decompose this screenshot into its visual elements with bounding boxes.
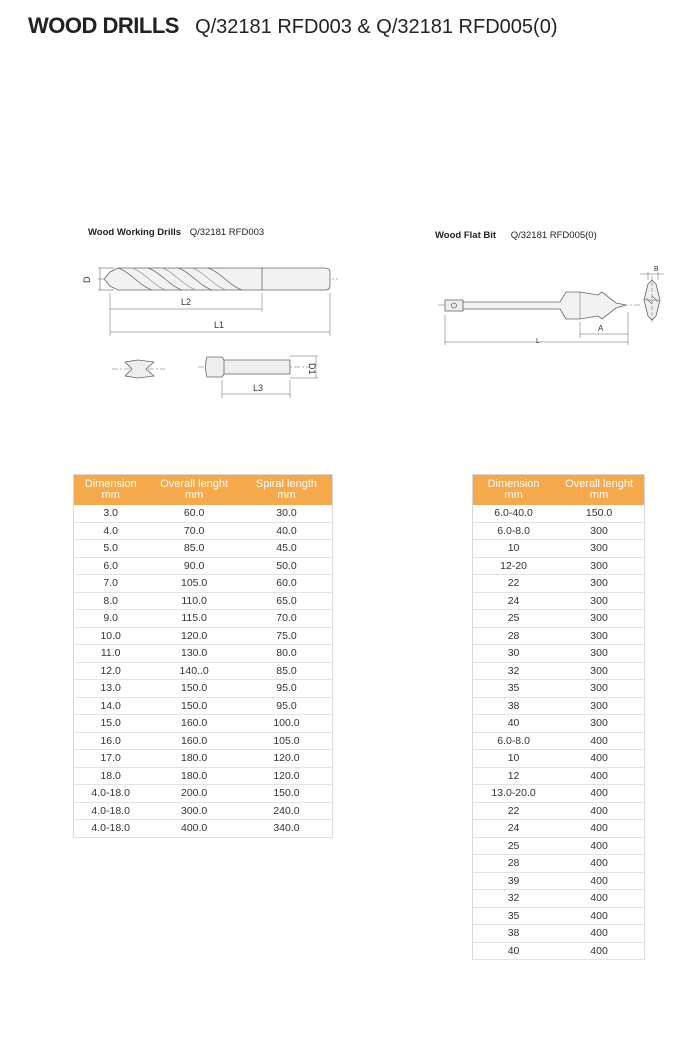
table-row (473, 837, 645, 855)
table-cell: 7.0 (74, 575, 148, 593)
table-row (74, 680, 333, 698)
table-cell: 13.0 (74, 680, 148, 698)
table-cell: 35 (473, 907, 555, 925)
table-row (473, 715, 645, 733)
table-row (473, 925, 645, 943)
table-cell: 300 (554, 662, 644, 680)
table-cell: 28 (473, 855, 555, 873)
table-cell: 300 (554, 610, 644, 628)
table-cell: 18.0 (74, 767, 148, 785)
table-row (473, 697, 645, 715)
flatbit-caption-name: Wood Flat Bit (435, 230, 497, 241)
drills-spec-table (73, 474, 333, 838)
table-cell: 32 (473, 662, 555, 680)
column-header (147, 475, 241, 506)
table-cell: 160.0 (147, 732, 241, 750)
table-cell: 300 (554, 645, 644, 663)
column-header-title: Dimension (487, 478, 540, 490)
column-header (74, 475, 148, 506)
table-cell: 400 (554, 732, 644, 750)
table-cell: 400 (554, 855, 644, 873)
table-row (473, 942, 645, 960)
table-row (473, 785, 645, 803)
table-cell: 90.0 (147, 557, 241, 575)
column-header-unit: mm (184, 489, 204, 501)
table-cell: 28 (473, 627, 555, 645)
table-cell: 25 (473, 837, 555, 855)
table-cell: 300 (554, 715, 644, 733)
drills-caption-name: Wood Working Drills (88, 227, 182, 238)
label-l: L (536, 338, 540, 345)
table-row (473, 820, 645, 838)
table-row (473, 505, 645, 522)
table-row (473, 575, 645, 593)
table-cell: 150.0 (147, 680, 241, 698)
drills-caption-code: Q/32181 RFD003 (189, 227, 265, 238)
table-row (473, 522, 645, 540)
table-cell: 85.0 (241, 662, 333, 680)
table-cell: 240.0 (241, 802, 333, 820)
table-cell: 25 (473, 610, 555, 628)
table-row (74, 575, 333, 593)
table-cell: 180.0 (147, 767, 241, 785)
table-cell: 400 (554, 925, 644, 943)
table-row (74, 505, 333, 522)
table-cell: 400 (554, 750, 644, 768)
table-cell: 16.0 (74, 732, 148, 750)
table-cell: 80.0 (241, 645, 333, 663)
table-cell: 400 (554, 890, 644, 908)
table-cell: 160.0 (147, 715, 241, 733)
table-row (74, 592, 333, 610)
flatbit-caption-code: Q/32181 RFD005(0) (510, 230, 597, 241)
table-cell: 10.0 (74, 627, 148, 645)
column-header-title: Spiral length (255, 478, 318, 490)
table-cell: 300 (554, 627, 644, 645)
table-cell: 180.0 (147, 750, 241, 768)
table-cell: 400 (554, 802, 644, 820)
column-header-unit: mm (101, 489, 120, 501)
table-header-row (473, 475, 645, 506)
table-cell: 120.0 (147, 627, 241, 645)
table-cell: 3.0 (74, 505, 148, 522)
table-cell: 22 (473, 802, 555, 820)
table-row (74, 785, 333, 803)
table-cell: 22 (473, 575, 555, 593)
table-cell: 40.0 (241, 522, 333, 540)
table-cell: 400 (554, 942, 644, 960)
table-row (473, 732, 645, 750)
table-cell: 12 (473, 767, 555, 785)
title-codes: Q/32181 RFD003 & Q/32181 RFD005(0) (195, 16, 558, 38)
column-header (473, 475, 555, 506)
table-row (74, 662, 333, 680)
table-cell: 30 (473, 645, 555, 663)
table-row (473, 540, 645, 558)
label-d1: D1 (307, 363, 317, 375)
table-cell: 4.0-18.0 (74, 785, 148, 803)
table-cell: 11.0 (74, 645, 148, 663)
column-header-title: Overall lenght (160, 478, 229, 490)
table-cell: 50.0 (241, 557, 333, 575)
table-cell: 9.0 (74, 610, 148, 628)
table-row (473, 855, 645, 873)
label-l1: L1 (214, 320, 225, 330)
table-cell: 340.0 (241, 820, 333, 838)
table-row (473, 680, 645, 698)
table-cell: 10 (473, 540, 555, 558)
flatbit-spec-table (472, 474, 645, 960)
table-header-row (74, 475, 333, 506)
column-header-unit: mm (504, 489, 523, 501)
table-cell: 70.0 (147, 522, 241, 540)
table-cell: 24 (473, 592, 555, 610)
column-header (554, 475, 644, 506)
table-cell: 6.0 (74, 557, 148, 575)
column-header-title: Overall lenght (565, 478, 633, 490)
table-cell: 30.0 (241, 505, 333, 522)
column-header-title: Dimension (84, 478, 137, 490)
table-cell: 300 (554, 680, 644, 698)
table-row (74, 697, 333, 715)
table-row (473, 767, 645, 785)
table-cell: 105.0 (241, 732, 333, 750)
table-cell: 400 (554, 837, 644, 855)
table-cell: 400 (554, 785, 644, 803)
label-l3: L3 (253, 383, 264, 393)
table-cell: 14.0 (74, 697, 148, 715)
table-cell: 4.0-18.0 (74, 802, 148, 820)
table-cell: 300 (554, 540, 644, 558)
table-cell: 12-20 (473, 557, 555, 575)
table-cell: 35 (473, 680, 555, 698)
table-cell: 8.0 (74, 592, 148, 610)
table-cell: 5.0 (74, 540, 148, 558)
table-row (473, 627, 645, 645)
table-cell: 400 (554, 907, 644, 925)
label-a: A (598, 324, 604, 333)
table-row (74, 767, 333, 785)
table-row (74, 557, 333, 575)
table-cell: 60.0 (241, 575, 333, 593)
table-cell: 400 (554, 767, 644, 785)
table-row (473, 662, 645, 680)
table-cell: 17.0 (74, 750, 148, 768)
table-cell: 300 (554, 522, 644, 540)
table-cell: 400.0 (147, 820, 241, 838)
table-cell: 38 (473, 697, 555, 715)
table-cell: 6.0-8.0 (473, 522, 555, 540)
table-cell: 120.0 (241, 767, 333, 785)
table-cell: 150.0 (554, 505, 644, 522)
table-cell: 85.0 (147, 540, 241, 558)
column-header-unit: mm (589, 489, 609, 501)
table-cell: 12.0 (74, 662, 148, 680)
table-cell: 140..0 (147, 662, 241, 680)
table-cell: 300 (554, 592, 644, 610)
table-cell: 150.0 (241, 785, 333, 803)
table-cell: 45.0 (241, 540, 333, 558)
table-cell: 60.0 (147, 505, 241, 522)
table-row (473, 645, 645, 663)
column-header-unit: mm (277, 489, 296, 501)
table-row (74, 610, 333, 628)
table-row (74, 750, 333, 768)
table-row (473, 750, 645, 768)
table-cell: 115.0 (147, 610, 241, 628)
table-cell: 6.0-40.0 (473, 505, 555, 522)
flatbit-end-detail (640, 272, 664, 324)
table-cell: 105.0 (147, 575, 241, 593)
table-cell: 95.0 (241, 680, 333, 698)
table-cell: 400 (554, 872, 644, 890)
table-cell: 300 (554, 557, 644, 575)
table-cell: 300 (554, 697, 644, 715)
column-header (241, 475, 333, 506)
table-row (473, 557, 645, 575)
table-cell: 39 (473, 872, 555, 890)
table-cell: 150.0 (147, 697, 241, 715)
table-row (74, 820, 333, 838)
table-cell: 130.0 (147, 645, 241, 663)
table-row (74, 522, 333, 540)
title-product: WOOD DRILLS (28, 13, 179, 38)
label-d: D (82, 276, 92, 283)
table-row (473, 802, 645, 820)
table-row (74, 715, 333, 733)
table-cell: 65.0 (241, 592, 333, 610)
table-row (74, 540, 333, 558)
table-cell: 32 (473, 890, 555, 908)
table-cell: 95.0 (241, 697, 333, 715)
table-cell: 70.0 (241, 610, 333, 628)
table-cell: 100.0 (241, 715, 333, 733)
table-row (473, 592, 645, 610)
label-l2: L2 (181, 297, 192, 307)
table-cell: 4.0-18.0 (74, 820, 148, 838)
table-cell: 15.0 (74, 715, 148, 733)
table-row (74, 645, 333, 663)
table-row (473, 872, 645, 890)
table-cell: 4.0 (74, 522, 148, 540)
table-cell: 24 (473, 820, 555, 838)
table-cell: 40 (473, 715, 555, 733)
table-row (473, 610, 645, 628)
table-cell: 40 (473, 942, 555, 960)
drill-tip-detail (112, 360, 165, 378)
table-cell: 300 (554, 575, 644, 593)
table-row (473, 890, 645, 908)
table-row (74, 627, 333, 645)
table-cell: 75.0 (241, 627, 333, 645)
table-cell: 110.0 (147, 592, 241, 610)
table-cell: 120.0 (241, 750, 333, 768)
table-row (74, 802, 333, 820)
table-cell: 10 (473, 750, 555, 768)
table-row (74, 732, 333, 750)
table-row (473, 907, 645, 925)
label-b: B (654, 266, 659, 273)
technical-drawings (0, 0, 680, 460)
table-cell: 38 (473, 925, 555, 943)
table-cell: 400 (554, 820, 644, 838)
table-cell: 200.0 (147, 785, 241, 803)
table-cell: 13.0-20.0 (473, 785, 555, 803)
table-cell: 6.0-8.0 (473, 732, 555, 750)
table-cell: 300.0 (147, 802, 241, 820)
